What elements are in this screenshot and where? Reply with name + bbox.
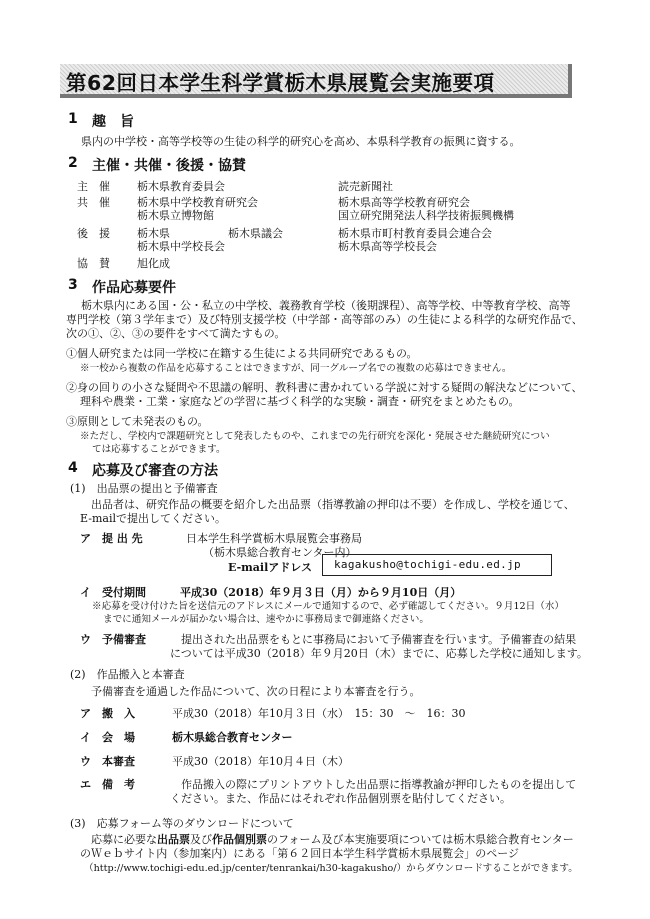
remarks-text: ください。また、作品にはそれぞれ作品個別票を貼付してください。 bbox=[170, 792, 511, 805]
co-sponsor-name: 栃木県立博物館 bbox=[137, 209, 214, 222]
supporter-label: 後 援 bbox=[77, 227, 110, 240]
section-1-text: 県内の中学校・高等学校等の生徒の科学的研究心を高め、本県科学教育の振興に資する。 bbox=[81, 135, 521, 148]
section-2-heading: 主催・共催・後援・協賛 bbox=[92, 158, 246, 174]
supporter-name: 栃木県高等学校長会 bbox=[338, 240, 437, 253]
requirements-intro: 専門学校（第３学年まで）及び特別支援学校（中学部・高等部のみ）の生徒による科学的な研究作品で、 bbox=[66, 313, 583, 326]
judging-label: ウ 本審査 bbox=[80, 755, 135, 768]
co-sponsor-label: 共 催 bbox=[77, 196, 110, 209]
requirement-1-note: ※一校から複数の作品を応募することはできますが、同一グループ名での複数の応募はできません。 bbox=[80, 363, 512, 374]
co-sponsor-name: 栃木県高等学校教育研究会 bbox=[338, 196, 470, 209]
patron-name: 旭化成 bbox=[137, 257, 170, 270]
co-sponsor-name: 栃木県中学校教育研究会 bbox=[137, 196, 258, 209]
prescreen-label: ウ 予備審査 bbox=[80, 633, 146, 646]
subsection-1-text: E-mailで提出してください。 bbox=[80, 512, 226, 525]
venue-value: 栃木県総合教育センター bbox=[172, 731, 293, 744]
subsection-1-title: (1) 出品票の提出と予備審査 bbox=[70, 482, 218, 495]
prescreen-text: 提出された出品票をもとに事務局において予備審査を行います。予備審査の結果 bbox=[181, 633, 577, 646]
remarks-text: 作品搬入の際にプリントアウトした出品票に指導教諭が押印したものを提出して bbox=[181, 778, 577, 791]
subsection-1-text: 出品者は、研究作品の概要を紹介した出品票（指導教諭の押印は不要）を作成し、学校を通じて、 bbox=[91, 498, 575, 511]
patron-label: 協 賛 bbox=[77, 257, 110, 270]
remarks-label: エ 備 考 bbox=[80, 778, 135, 791]
submission-office: （栃木県総合教育センター内） bbox=[203, 546, 357, 559]
requirements-intro: 次の①、②、③の要件をすべて満たすもの。 bbox=[66, 327, 286, 340]
section-1-number: 1 bbox=[68, 111, 78, 127]
delivery-label: ア 搬 入 bbox=[80, 707, 135, 720]
supporter-name: 栃木県 bbox=[137, 227, 170, 240]
section-1-heading: 趣 旨 bbox=[92, 114, 134, 130]
section-3-heading: 作品応募要件 bbox=[92, 280, 176, 296]
section-3-number: 3 bbox=[68, 277, 78, 293]
period-note: ※応募を受け付けた旨を送信元のアドレスにメールで通知するので、必ず確認してください。９月12日（水） bbox=[92, 601, 565, 612]
download-text-part: 応募に必要な bbox=[91, 833, 157, 846]
subsection-2-text: 予備審査を通過した作品について、次の日程により本審査を行う。 bbox=[91, 685, 421, 698]
sponsor-name: 栃木県教育委員会 bbox=[137, 180, 225, 193]
sponsor-name: 読売新聞社 bbox=[338, 180, 393, 193]
period-value: 平成30（2018）年９月３日（月）から９月10日（月） bbox=[180, 586, 462, 599]
requirement-1: ①個人研究または同一学校に在籍する生徒による共同研究であるもの。 bbox=[66, 347, 418, 360]
supporter-name: 栃木県議会 bbox=[228, 227, 283, 240]
judging-value: 平成30（2018）年10月４日（木） bbox=[172, 755, 349, 768]
requirement-3-note: ※ただし、学校内で課題研究として発表したものや、これまでの先行研究を深化・発展させた継続研究につい bbox=[80, 431, 550, 442]
requirement-2: ②身の回りの小さな疑問や不思議の解明、教科書に書かれている学説に対する疑問の解決などについて、 bbox=[66, 381, 583, 394]
section-4-number: 4 bbox=[68, 460, 78, 476]
entry-form-term: 出品票 bbox=[157, 833, 190, 846]
subsection-2-title: (2) 作品搬入と本審査 bbox=[70, 668, 185, 681]
period-label: イ 受付期間 bbox=[80, 586, 146, 599]
supporter-name: 栃木県中学校長会 bbox=[137, 240, 225, 253]
sponsor-label: 主 催 bbox=[77, 180, 110, 193]
requirement-3: ③原則として未発表のもの。 bbox=[66, 415, 209, 428]
requirement-2: 理科や農業・工業・家庭などの学習に基づく科学的な実験・調査・研究をまとめたもの。 bbox=[80, 395, 520, 408]
download-text-part: のフォーム及び本実施要項については栃木県総合教育センター bbox=[267, 833, 574, 846]
work-sheet-term: 作品個別票 bbox=[212, 833, 267, 846]
page-title: 第62回日本学生科学賞栃木県展覧会実施要項 bbox=[66, 71, 495, 95]
download-text-part: 及び bbox=[190, 833, 212, 846]
download-url-text[interactable]: （http://www.tochigi-edu.ed.jp/center/tenrankai/h30-kagakusho/）からダウンロードすることができます。 bbox=[84, 863, 578, 874]
section-4-heading: 応募及び審査の方法 bbox=[92, 463, 218, 479]
download-text: のＷｅｂサイト内（参加案内）にある「第６２回日本学生科学賞栃木県展覧会」のページ bbox=[80, 847, 520, 860]
delivery-value: 平成30（2018）年10月３日（水） 15：30 ～ 16：30 bbox=[172, 707, 466, 720]
co-sponsor-name: 国立研究開発法人科学技術振興機構 bbox=[338, 209, 514, 222]
venue-label: イ 会 場 bbox=[80, 731, 135, 744]
submission-label: ア 提 出 先 bbox=[80, 532, 143, 545]
requirement-3-note: ては応募することができます。 bbox=[92, 444, 226, 455]
requirements-intro: 栃木県内にある国・公・私立の中学校、義務教育学校（後期課程）、高等学校、中等教育学校、高等 bbox=[81, 299, 571, 312]
period-note: までに通知メールが届かない場合は、速やかに事務局まで御連絡ください。 bbox=[103, 614, 429, 625]
email-label: E-mailアドレス bbox=[228, 561, 312, 574]
email-address[interactable]: kagakusho@tochigi-edu.ed.jp bbox=[334, 558, 521, 571]
prescreen-text: については平成30（2018）年９月20日（木）までに、応募した学校に通知します。 bbox=[170, 647, 588, 660]
supporter-name: 栃木県市町村教育委員会連合会 bbox=[338, 227, 492, 240]
submission-office: 日本学生科学賞栃木県展覧会事務局 bbox=[186, 532, 362, 545]
section-2-number: 2 bbox=[68, 155, 78, 171]
subsection-3-title: (3) 応募フォーム等のダウンロードについて bbox=[70, 817, 294, 830]
